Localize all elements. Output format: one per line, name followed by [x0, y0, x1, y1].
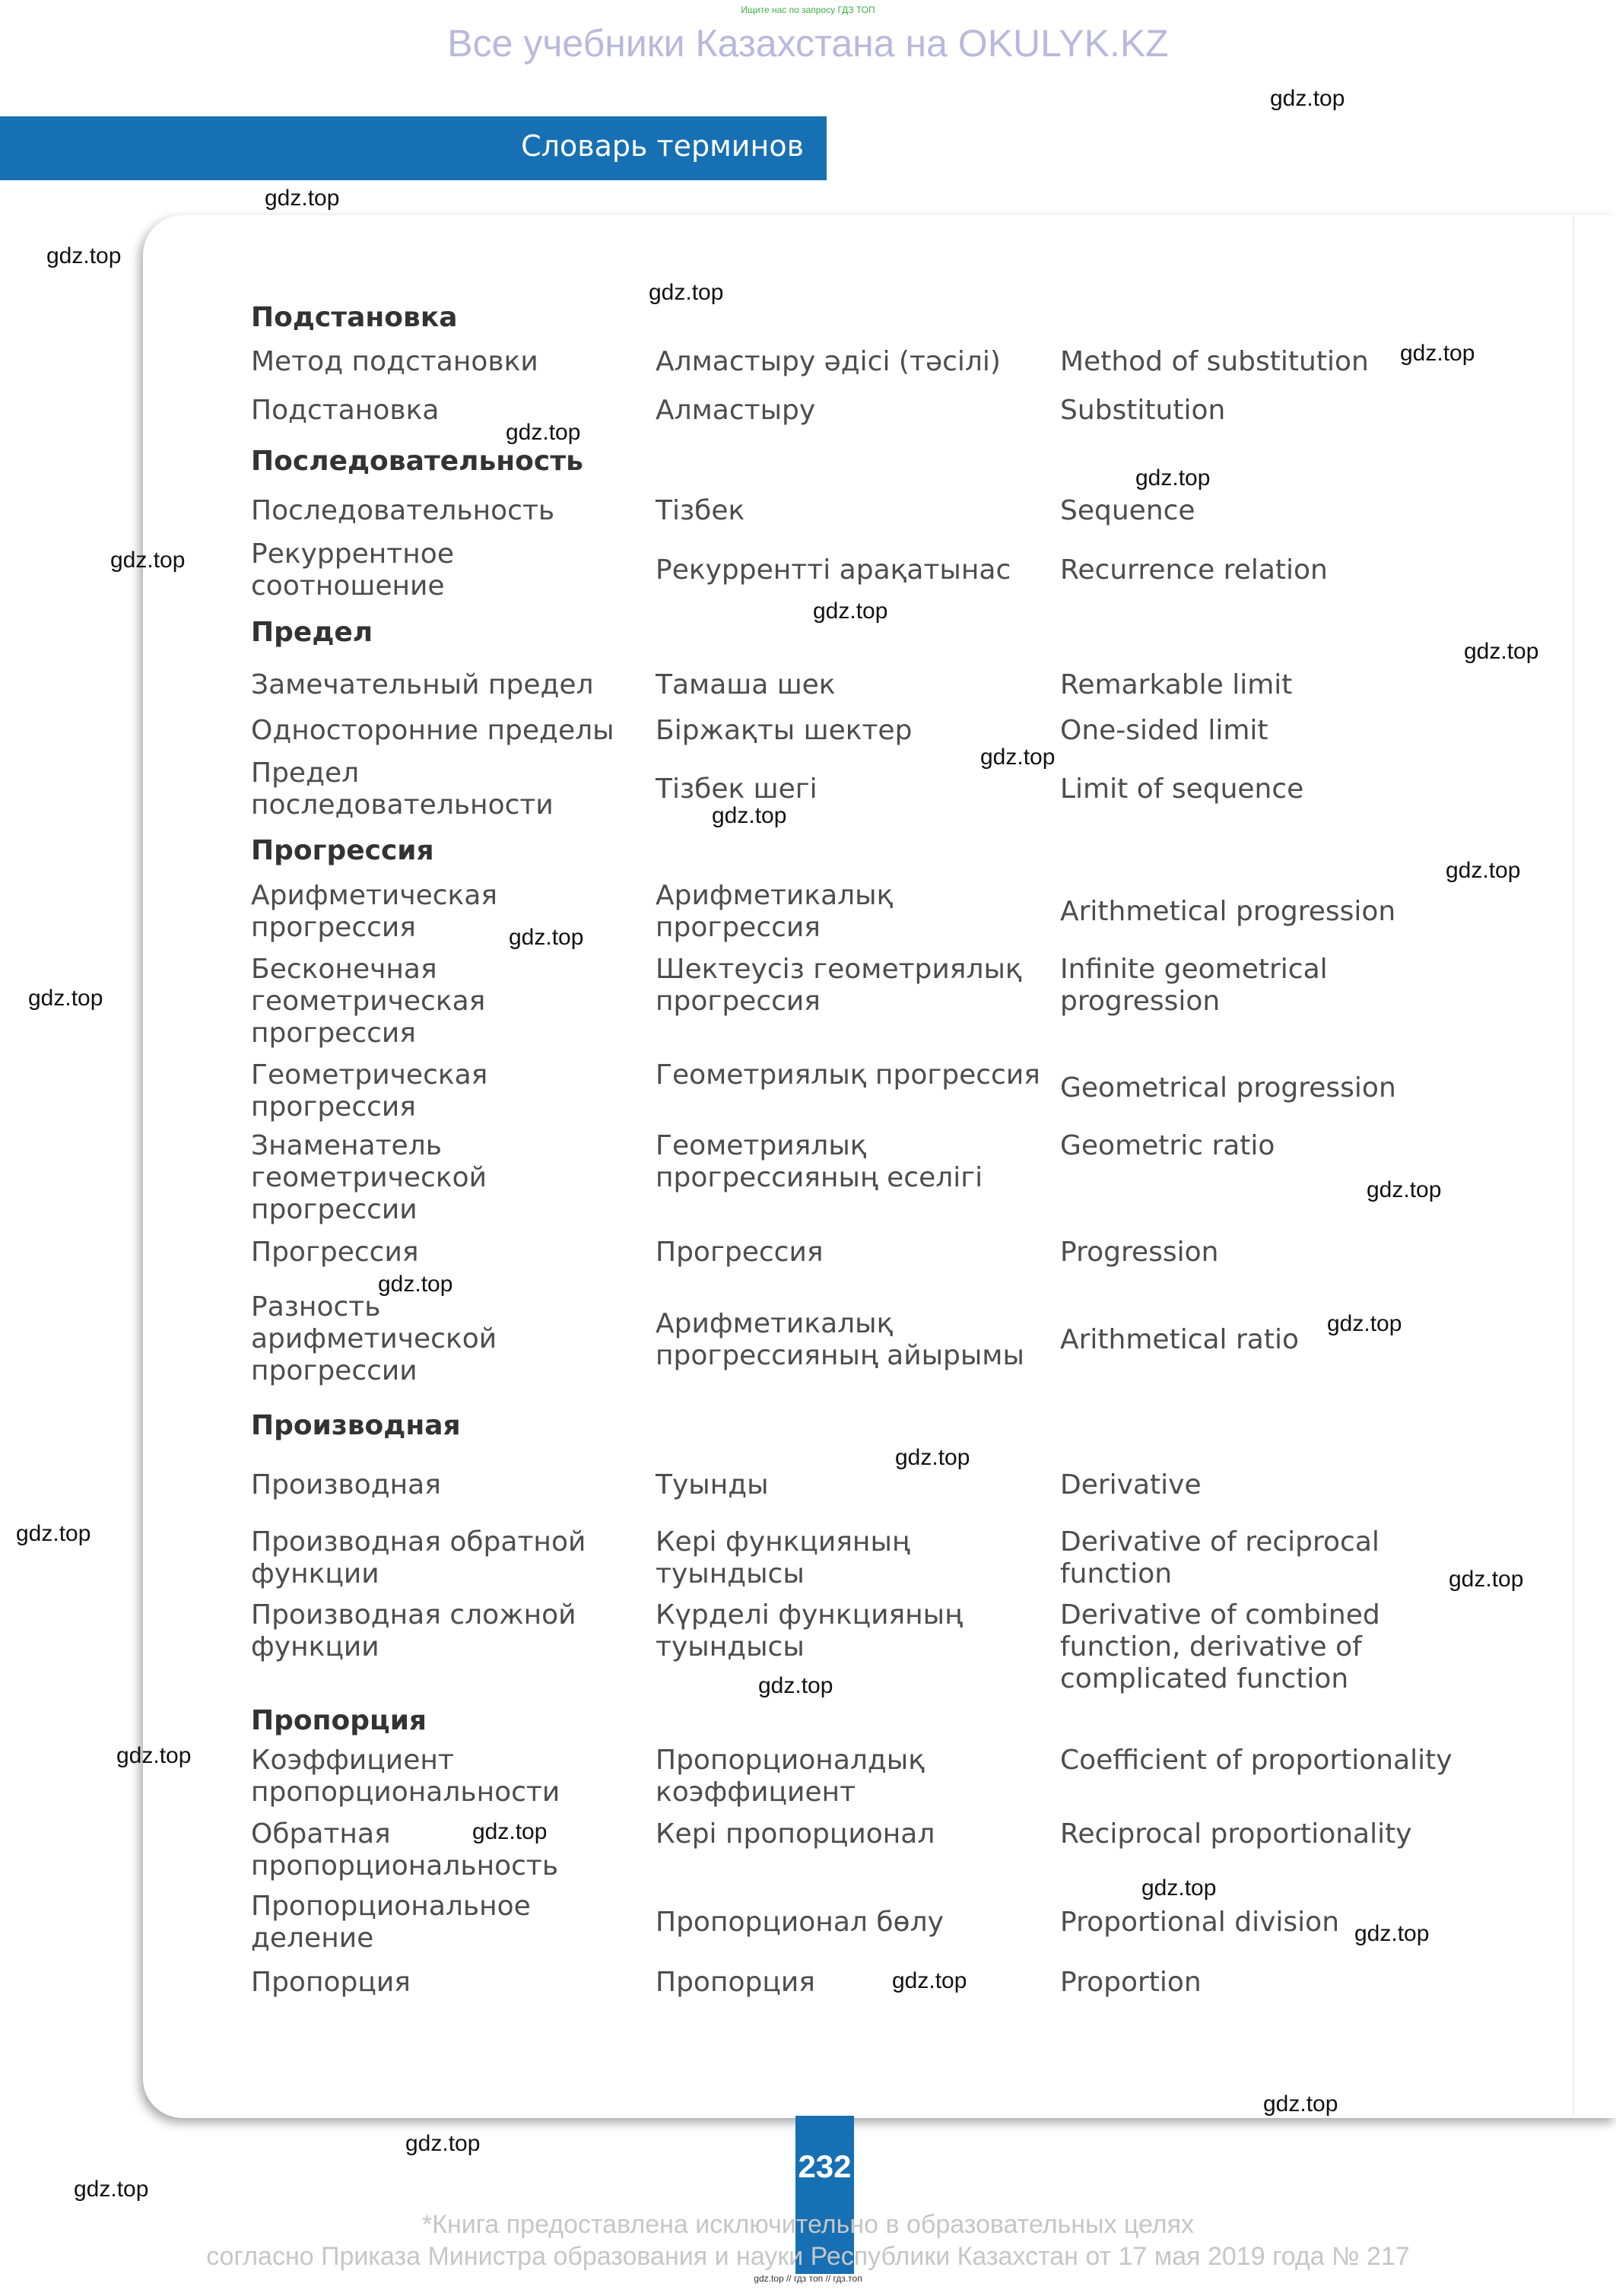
term-kz: Геометриялық прогрессияның еселігі [656, 1130, 983, 1193]
watermark: gdz.top [1449, 1567, 1524, 1592]
term-en: Method of substitution [1060, 346, 1369, 377]
watermark: gdz.top [649, 280, 724, 305]
term-ru: Последовательность [251, 495, 555, 526]
term-ru: Пропорция [251, 1967, 411, 1998]
watermark: gdz.top [16, 1521, 91, 1546]
watermark: gdz.top [980, 745, 1056, 770]
term-ru: Арифметическая прогрессия [251, 880, 497, 943]
watermark: gdz.top [892, 1968, 967, 1993]
watermark: gdz.top [1464, 639, 1539, 664]
watermark: gdz.top [74, 2177, 149, 2202]
term-en: Arithmetical ratio [1060, 1324, 1299, 1355]
page-number: 232 [798, 2148, 852, 2184]
watermark: gdz.top [116, 1743, 192, 1768]
category-heading: Последовательность [251, 446, 583, 477]
term-ru: Коэффициент пропорциональности [251, 1745, 560, 1808]
term-ru: Односторонние пределы [251, 715, 614, 746]
term-ru: Рекуррентное соотношение [251, 538, 454, 602]
term-kz: Пропорция [656, 1967, 815, 1998]
term-en: Limit of sequence [1060, 773, 1304, 805]
term-kz: Рекурренттi арақатынас [656, 554, 1011, 586]
term-ru: Знаменатель геометрической прогрессии [251, 1130, 487, 1225]
term-ru: Пропорциональное деление [251, 1891, 531, 1954]
watermark: gdz.top [1135, 465, 1211, 491]
term-kz: Кері функцияның туындысы [656, 1526, 910, 1589]
watermark: gdz.top [1354, 1921, 1430, 1946]
watermark: gdz.top [265, 186, 340, 211]
watermark: gdz.top [895, 1445, 970, 1470]
watermark: gdz.top [506, 420, 581, 445]
watermark: gdz.top [378, 1272, 453, 1297]
watermark: gdz.top [28, 986, 103, 1011]
term-kz: Геометриялық прогрессия [656, 1059, 1040, 1091]
footer-disclaimer-line1: *Книга предоставлена исключительно в образовательных целях [421, 2210, 1195, 2239]
term-kz: Туынды [656, 1469, 769, 1500]
term-en: Sequence [1060, 495, 1195, 526]
term-kz: Арифметикалық прогрессияның айырымы [656, 1308, 1024, 1371]
term-en: Coefficient of proportionality [1060, 1745, 1452, 1776]
term-en: Infinite geometrical progression [1060, 954, 1328, 1017]
term-ru: Обратная пропорциональность [251, 1818, 559, 1882]
term-ru: Производная обратной функции [251, 1526, 586, 1589]
term-ru: Производная сложной функции [251, 1599, 576, 1662]
term-en: Remarkable limit [1060, 669, 1293, 700]
section-header-bar [0, 116, 827, 180]
site-title: Все учебники Казахстана на OKULYK.KZ [447, 22, 1169, 65]
category-heading: Предел [251, 617, 373, 648]
term-ru: Разность арифметической прогрессии [251, 1291, 497, 1386]
category-heading: Пропорция [251, 1705, 427, 1736]
watermark: gdz.top [1367, 1177, 1442, 1202]
watermark: gdz.top [46, 243, 122, 268]
term-kz: Алмастыру әдісі (тәсілі) [656, 346, 1001, 377]
watermark: gdz.top [405, 2131, 481, 2156]
term-kz: Кері пропорционал [656, 1818, 935, 1850]
term-en: Derivative [1060, 1469, 1202, 1500]
term-ru: Замечательный предел [251, 669, 594, 700]
term-kz: Прогрессия [656, 1237, 824, 1268]
term-ru: Прогрессия [251, 1237, 419, 1268]
watermark: gdz.top [758, 1673, 833, 1698]
term-kz: Шектеусіз геометриялық прогрессия [656, 954, 1022, 1017]
watermark: gdz.top [1327, 1311, 1402, 1336]
term-ru: Подстановка [251, 395, 440, 426]
watermark: gdz.top [1270, 86, 1345, 111]
term-kz: Біржақты шектер [656, 715, 913, 746]
term-en: Derivative of combined function, derivative of complicated function [1060, 1599, 1380, 1694]
bottom-note: gdz.top // гдз топ // гдз.топ [754, 2273, 862, 2284]
term-kz: Тізбек [656, 495, 745, 526]
term-ru: Бесконечная геометрическая прогрессия [251, 954, 486, 1049]
term-en: Proportion [1060, 1967, 1202, 1998]
term-en: Arithmetical progression [1060, 896, 1396, 927]
term-en: Derivative of reciprocal function [1060, 1526, 1379, 1589]
term-en: Reciprocal proportionality [1060, 1818, 1412, 1850]
term-kz: Тізбек шегі [656, 773, 818, 805]
term-en: Substitution [1060, 395, 1226, 426]
term-kz: Пропорционалдық коэффициент [656, 1745, 925, 1808]
term-ru: Геометрическая прогрессия [251, 1059, 488, 1123]
term-ru: Производная [251, 1469, 441, 1500]
watermark: gdz.top [1263, 2091, 1338, 2117]
term-kz: Алмастыру [656, 395, 816, 426]
watermark: gdz.top [472, 1819, 548, 1844]
section-title: Словарь терминов [521, 129, 804, 163]
category-heading: Подстановка [251, 302, 458, 333]
watermark: gdz.top [1141, 1875, 1217, 1901]
term-en: Geometrical progression [1060, 1072, 1396, 1104]
term-en: Progression [1060, 1237, 1219, 1268]
term-kz: Арифметикалық прогрессия [656, 880, 894, 943]
term-ru: Предел последовательности [251, 757, 554, 821]
watermark: gdz.top [110, 548, 186, 573]
term-en: Recurrence relation [1060, 554, 1328, 586]
top-note: Ищите нас по запросу ГДЗ ТОП [741, 5, 875, 15]
watermark: gdz.top [712, 803, 787, 828]
category-heading: Прогрессия [251, 835, 434, 866]
term-en: One-sided limit [1060, 715, 1268, 746]
term-en: Proportional division [1060, 1907, 1340, 1938]
category-heading: Производная [251, 1410, 461, 1441]
watermark: gdz.top [1446, 858, 1521, 883]
card-edge-divider [1573, 217, 1574, 2117]
watermark: gdz.top [509, 925, 584, 950]
term-ru: Метод подстановки [251, 346, 538, 377]
watermark: gdz.top [813, 599, 888, 624]
watermark: gdz.top [1400, 341, 1475, 366]
term-kz: Тамаша шек [656, 669, 836, 700]
term-kz: Күрделі функцияның туындысы [656, 1599, 963, 1662]
footer-disclaimer-line2: согласно Приказа Министра образования и науки Республики Казахстан от 17 мая 2019 года № 217 [206, 2242, 1410, 2271]
term-kz: Пропорционал бөлу [656, 1907, 944, 1938]
term-en: Geometric ratio [1060, 1130, 1275, 1161]
